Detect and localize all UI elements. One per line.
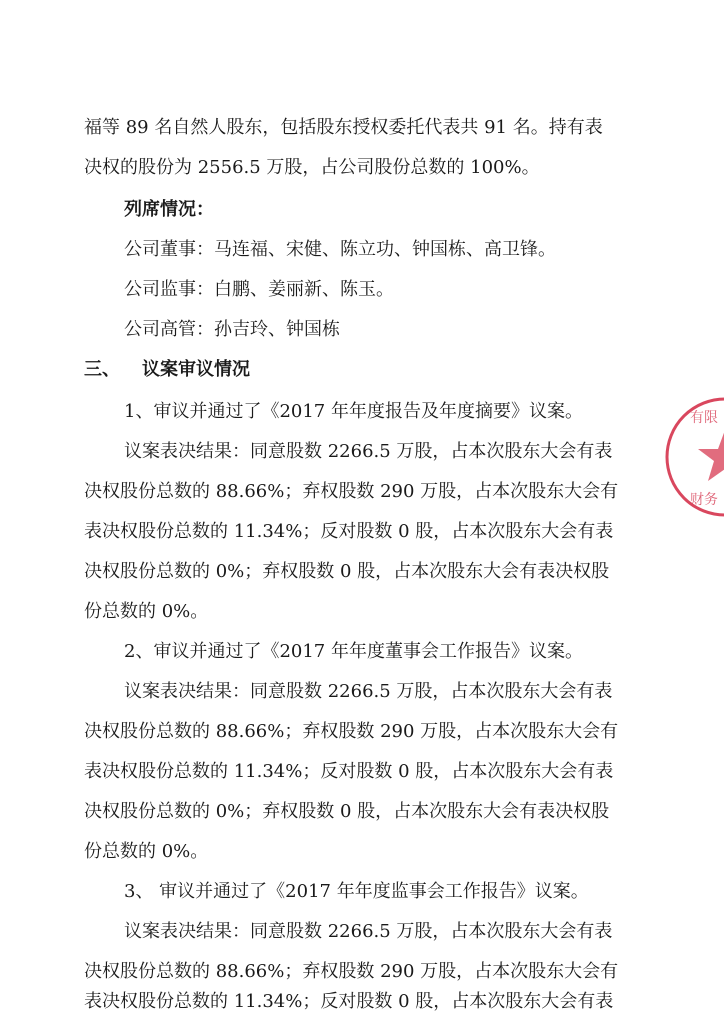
motion-line: 决权股份总数的 0%；弃权股数 0 股，占本次股东大会有表决权股 (84, 801, 610, 822)
motion-title: 1、审议并通过了《2017 年年度报告及年度摘要》议案。 (124, 401, 583, 422)
section-title: 议案审议情况 (142, 359, 250, 380)
motion-line: 议案表决结果：同意股数 2266.5 万股，占本次股东大会有表 (124, 441, 613, 462)
seal-text-top: 有限 (690, 410, 718, 426)
motion-line: 表决权股份总数的 11.34%；反对股数 0 股，占本次股东大会有表 (84, 991, 614, 1012)
motion-line: 表决权股份总数的 11.34%；反对股数 0 股，占本次股东大会有表 (84, 761, 614, 782)
motion-line: 决权股份总数的 0%；弃权股数 0 股，占本次股东大会有表决权股 (84, 561, 610, 582)
section-heading (84, 358, 644, 382)
motion-title: 2、审议并通过了《2017 年年度董事会工作报告》议案。 (124, 641, 583, 662)
motion-title: 3、 审议并通过了《2017 年年度监事会工作报告》议案。 (124, 881, 589, 902)
attendance-directors: 公司董事：马连福、宋健、陈立功、钟国栋、高卫锋。 (124, 239, 556, 260)
intro-line-1: 福等 89 名自然人股东，包括股东授权委托代表共 91 名。持有表 (84, 117, 603, 138)
seal-text-bottom: 财务 (690, 492, 718, 508)
attendance-supervisors: 公司监事：白鹏、姜丽新、陈玉。 (124, 279, 394, 300)
motion-line: 份总数的 0%。 (84, 601, 209, 622)
motion-line: 份总数的 0%。 (84, 841, 209, 862)
motion-line: 议案表决结果：同意股数 2266.5 万股，占本次股东大会有表 (124, 921, 613, 942)
motion-line: 决权股份总数的 88.66%；弃权股数 290 万股，占本次股东大会有 (84, 721, 619, 742)
company-seal (660, 392, 724, 522)
motion-line: 议案表决结果：同意股数 2266.5 万股，占本次股东大会有表 (124, 681, 613, 702)
motion-line: 决权股份总数的 88.66%；弃权股数 290 万股，占本次股东大会有 (84, 961, 619, 982)
seal-star-icon (698, 430, 724, 481)
section-number: 三、 (84, 359, 120, 380)
motion-line: 表决权股份总数的 11.34%；反对股数 0 股，占本次股东大会有表 (84, 521, 614, 542)
motion-line: 决权股份总数的 88.66%；弃权股数 290 万股，占本次股东大会有 (84, 481, 619, 502)
attendance-heading: 列席情况： (124, 199, 214, 220)
intro-line-2: 决权的股份为 2556.5 万股，占公司股份总数的 100%。 (84, 157, 540, 178)
attendance-executives: 公司高管：孙吉玲、钟国栋 (124, 319, 340, 340)
